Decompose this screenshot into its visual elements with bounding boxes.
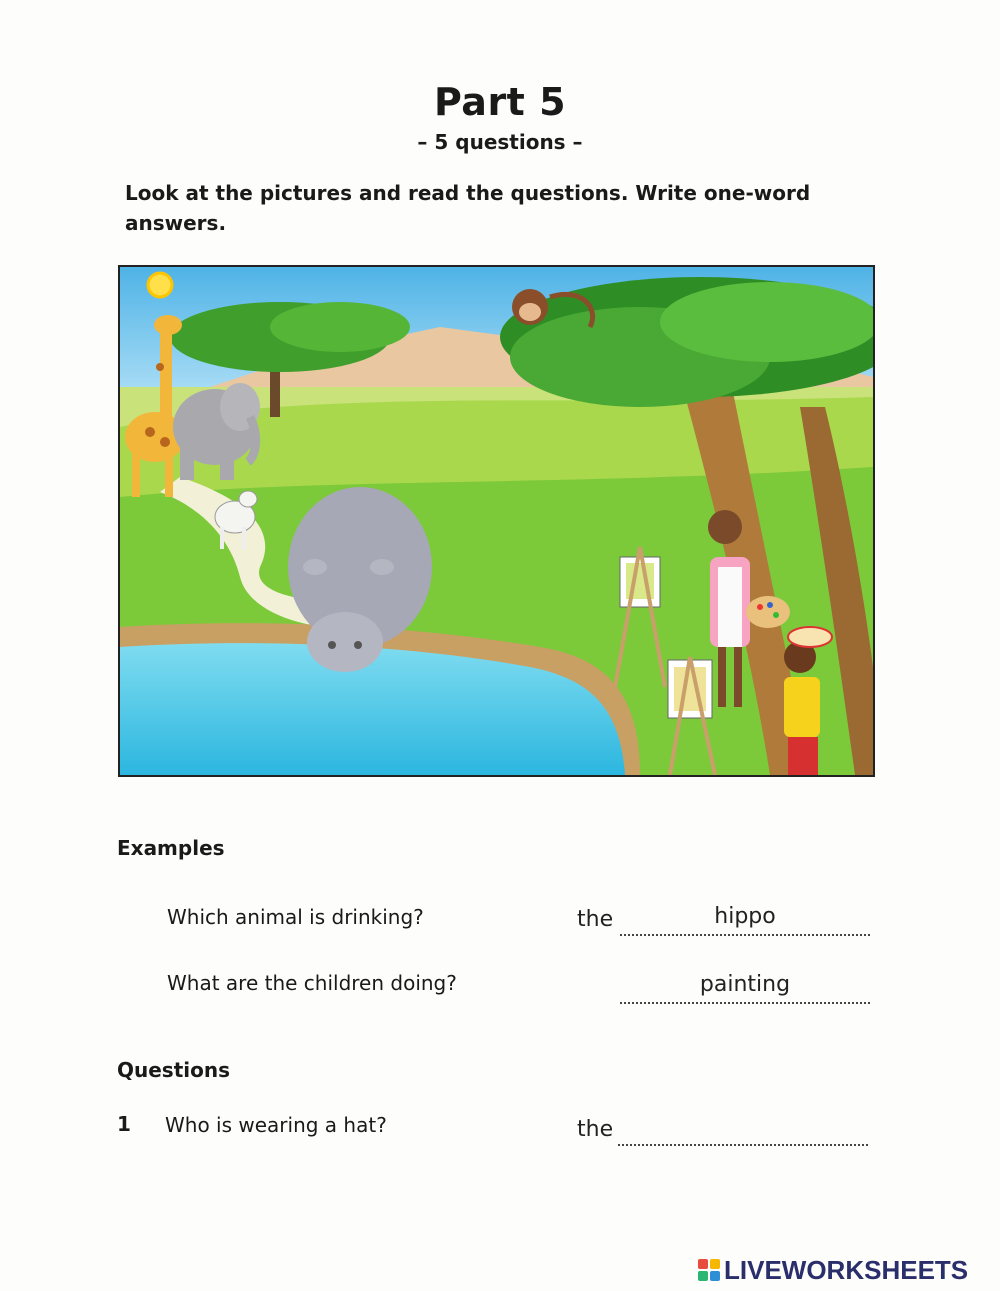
liveworksheets-logo [698, 1255, 968, 1285]
question-prefix-1: the [577, 1117, 614, 1142]
example-question-2: What are the children doing? [167, 971, 457, 995]
page-subtitle: – 5 questions – [417, 130, 583, 154]
examples-heading: Examples [117, 836, 225, 860]
instruction-text: Look at the pictures and read the questions. Write one-word answers. [125, 181, 811, 235]
question-number-1: 1 [117, 1112, 131, 1136]
page-title: Part 5 [433, 80, 567, 124]
example-question-1: Which animal is drinking? [167, 905, 424, 929]
example-answer-1: hippo [714, 904, 776, 929]
scene-illustration [118, 265, 875, 777]
example-answer-2: painting [699, 972, 791, 997]
questions-heading: Questions [117, 1058, 231, 1082]
logo-mark-icon [698, 1259, 720, 1281]
question-text-1: Who is wearing a hat? [165, 1113, 387, 1137]
logo-text: LIVEWORKSHEETS [724, 1254, 969, 1285]
answer-input-1[interactable] [618, 1122, 868, 1146]
example-prefix-1: the [577, 907, 614, 932]
